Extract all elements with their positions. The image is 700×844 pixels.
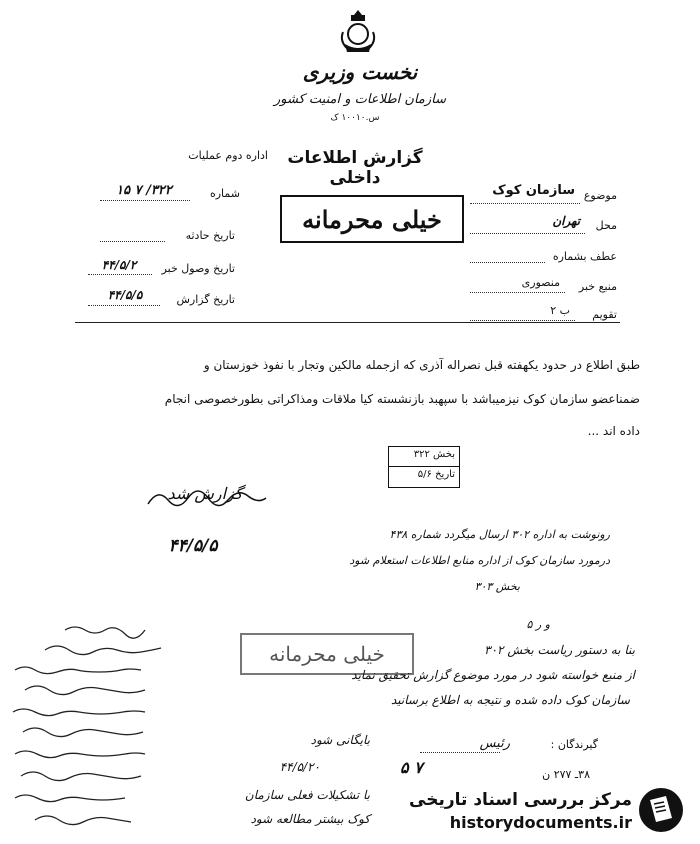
report-title: گزارش اطلاعات داخلی — [287, 148, 423, 188]
receipt-section: بخش ۳۲۲ — [389, 447, 459, 467]
place-value: تهران — [552, 214, 580, 228]
note-3: بخش ۳۰۳ — [474, 580, 520, 593]
doc-code: س.۱۰۰۱۰ ک — [330, 113, 380, 123]
reference-number: ۳۸ـ ۲۷۷ ن — [542, 768, 590, 781]
org-title: نخست وزیری — [302, 60, 418, 84]
note-6: سازمان کوک داده شده و نتیجه به اطلاع برسانید — [391, 693, 630, 707]
reference-label: عطف بشماره — [552, 250, 617, 263]
incident-date-label: تاریخ حادثه — [185, 229, 235, 242]
number-label: شماره — [209, 187, 240, 200]
report-date-value: ۴۴/۵/۵ — [107, 288, 143, 302]
recipients-label: گیرندگان : — [550, 738, 598, 751]
receipt-date-label: تاریخ وصول خبر — [161, 262, 235, 275]
org-subtitle: سازمان اطلاعات و امنیت کشور — [273, 92, 447, 107]
recipients-value: رئیس — [479, 736, 510, 751]
receipt-date-value: ۴۴/۵/۲ — [101, 258, 137, 272]
source-label: منبع خبر — [578, 280, 617, 293]
source-value: منصوری — [521, 276, 560, 289]
report-date-label: تاریخ گزارش — [176, 293, 235, 306]
subject-value: سازمان کوک — [492, 183, 575, 198]
signature-date: ۴۴/۵/۵ — [168, 536, 218, 556]
note-3b: و ر ۵ — [526, 618, 550, 631]
evaluation-value: ب ۲ — [550, 304, 570, 317]
second-classification-stamp: خیلی محرمانه — [240, 633, 414, 675]
watermark-url: historydocuments.ir — [449, 813, 632, 832]
note-4: بنا به دستور ریاست بخش ۳۰۲ — [484, 643, 635, 657]
margin-note-2: ۴۴/۵/۲۰ — [279, 760, 320, 774]
evaluation-label: تقویم — [592, 308, 617, 321]
classification-stamp: خیلی محرمانه — [280, 195, 464, 243]
subject-label: موضوع — [583, 189, 617, 202]
place-label: محل — [595, 219, 617, 232]
recipients-code: ۵ ۷ — [400, 758, 423, 777]
department-label: اداره دوم عملیات — [188, 149, 268, 162]
watermark-title: مرکز بررسی اسناد تاریخی — [409, 790, 632, 810]
signature-scribble-icon — [145, 486, 270, 510]
body-line-2: ضمناعضو سازمان کوک نیزمیباشد با سپهبد بازنشسته کیا ملاقات ومذاکراتی بطورخصوصی انجام — [164, 392, 640, 406]
margin-handwriting-scribble-icon — [5, 620, 170, 840]
margin-note-1: بایگانی شود — [310, 733, 370, 747]
note-1: رونوشت به اداره ۳۰۲ ارسال میگردد شماره ۴۳۸ — [389, 528, 610, 541]
note-5: از منبع خواسته شود در مورد موضوع گزارش تحقیق نماید — [351, 668, 635, 682]
signature-text: گزارش شد — [167, 484, 243, 503]
number-value: ۳۲۲/ ۷ ۱۵ — [116, 183, 172, 198]
body-line-3: داده اند ... — [587, 424, 640, 438]
margin-note-4: کوک بیشتر مطالعه شود — [250, 812, 370, 826]
lion-and-sun-emblem-icon — [335, 8, 381, 58]
margin-note-3: با تشکیلات فعلی سازمان — [244, 788, 370, 802]
body-line-1: طبق اطلاع در حدود یکهفته قبل نصراله آذری که ازجمله مالکین وتجار با نفوذ خوزستان و — [203, 358, 640, 372]
note-2: درمورد سازمان کوک از اداره منابع اطلاعات استعلام شود — [349, 554, 610, 567]
separator-rule — [75, 322, 620, 323]
archive-logo-icon — [636, 786, 686, 834]
receipt-date: تاریخ ۵/۶ — [417, 469, 455, 480]
receipt-stamp-box — [388, 446, 460, 488]
